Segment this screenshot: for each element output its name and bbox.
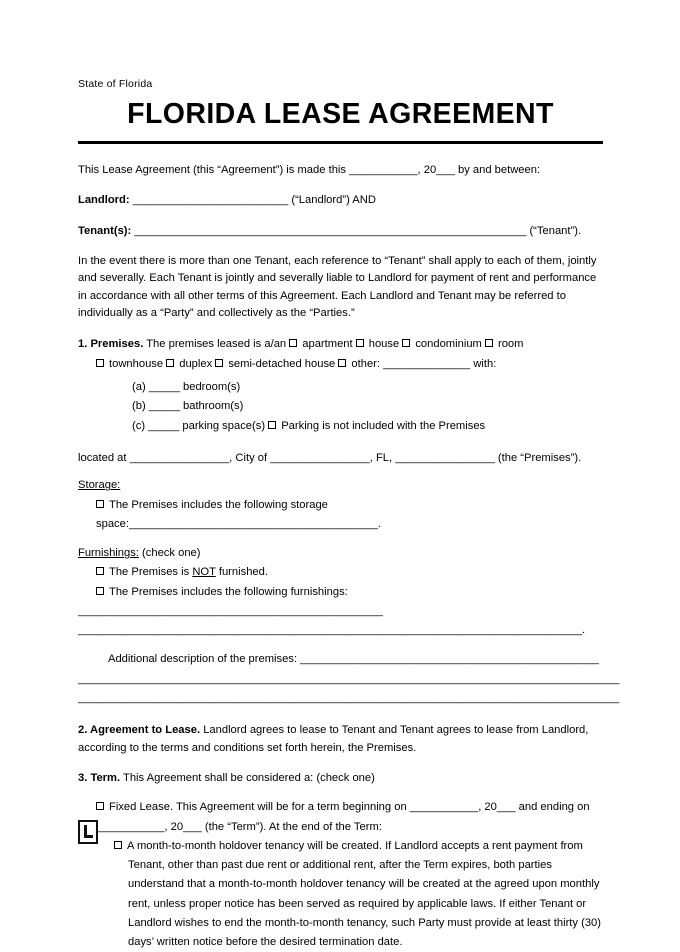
checkbox-icon[interactable]	[96, 567, 104, 575]
checkbox-icon[interactable]	[96, 802, 104, 810]
tenant-blank: _______________________________________________________________ (“Tenant”).	[134, 224, 582, 237]
checkbox-icon[interactable]	[268, 421, 276, 429]
landlord-label: Landlord:	[78, 194, 130, 207]
furnishings-blank-line-2: _________________________________________________________________________________.	[78, 624, 586, 637]
checkbox-icon[interactable]	[96, 359, 104, 367]
tenant-line	[78, 223, 603, 240]
premises-option-house[interactable]	[356, 338, 399, 350]
furnishings-label: Furnishings:	[78, 547, 139, 560]
landlord-blank: _________________________ (“Landlord”) AND	[132, 194, 376, 207]
storage-line-text: The Premises includes the following storage space:________________________________________.	[96, 498, 381, 530]
premises-located-at: located at ________________, City of ________________, FL, ________________ (the “Premises”).	[78, 451, 582, 464]
holdover-option[interactable]	[78, 837, 603, 952]
checkbox-icon[interactable]	[96, 587, 104, 595]
premises-item-bathrooms: (b) _____ bathroom(s)	[132, 400, 244, 413]
option-label-not: NOT	[192, 566, 216, 579]
option-label: other: ______________	[351, 357, 471, 370]
premises-item-bedrooms: (a) _____ bedroom(s)	[132, 381, 241, 394]
additional-description-blank-1: _______________________________________________________________________________________	[78, 672, 620, 685]
document-body	[78, 78, 620, 952]
intro-paragraph: This Lease Agreement (this “Agreement”) is made this ___________, 20___ by and between:	[78, 164, 541, 176]
checkbox-icon[interactable]	[114, 841, 122, 849]
fixed-lease-text-1: Fixed Lease. This Agreement will be for a term beginning on ___________, 20___ and ending on	[109, 801, 590, 814]
option-label: duplex	[179, 357, 213, 370]
premises-option-room[interactable]	[485, 338, 524, 350]
logo-foot	[84, 835, 93, 838]
checkbox-icon[interactable]	[485, 339, 493, 347]
option-label: semi-detached house	[228, 357, 336, 370]
premises-option-other[interactable]	[338, 358, 470, 370]
furnishings-option-includes[interactable]	[78, 583, 603, 602]
option-label: Parking is not included with the Premises	[281, 419, 486, 432]
section-1-premises	[78, 336, 603, 353]
option-label: apartment	[302, 337, 353, 350]
additional-description-blank-2: _______________________________________________________________________________________	[78, 691, 620, 704]
premises-option-duplex[interactable]	[166, 358, 212, 370]
checkbox-icon[interactable]	[356, 339, 364, 347]
option-label: townhouse	[109, 357, 164, 370]
option-label: house	[368, 337, 400, 350]
title-divider	[78, 141, 603, 144]
parking-not-included-option[interactable]	[268, 420, 485, 432]
premises-option-apartment[interactable]	[289, 338, 352, 350]
checkbox-icon[interactable]	[338, 359, 346, 367]
furnishings-note: (check one)	[142, 547, 201, 560]
furnishings-header	[78, 544, 603, 563]
furnishings-blank-line-1: _________________________________________________	[78, 604, 383, 617]
checkbox-icon[interactable]	[96, 500, 104, 508]
checkbox-icon[interactable]	[402, 339, 410, 347]
option-label-post: furnished.	[215, 566, 268, 579]
fixed-lease-option[interactable]	[78, 798, 603, 817]
option-label: room	[497, 337, 524, 350]
checkbox-icon[interactable]	[215, 359, 223, 367]
premises-options-tail: with:	[473, 357, 497, 370]
section-3-heading: 3. Term.	[78, 771, 121, 784]
additional-description-label: Additional description of the premises: ________________________________________________	[108, 653, 599, 666]
section-2-agreement-to-lease	[78, 722, 603, 757]
premises-options-row-2	[78, 355, 603, 374]
option-label: The Premises includes the following furnishings:	[109, 585, 348, 598]
section-2-body: Landlord agrees to lease to Tenant and Tenant agrees to lease from Landlord, according to the terms and conditions set forth herein, the Premises.	[78, 724, 589, 754]
holdover-text: A month-to-month holdover tenancy will be created. If Landlord accepts a rent payment from Tenant, other than past due rent or additional rent, after the Term expires, both parties understand that a month-to-month holdover tenancy will be created at the agreed upon monthly rent, unless proper notice has been served as required by applicable laws. If either Tenant or Landlord wishes to end the month-to-month tenancy, such Party must provide at least thirty (30) days’ written notice before the desired termination date.	[127, 839, 602, 949]
landlord-line	[78, 192, 603, 209]
section-2-heading: 2. Agreement to Lease.	[78, 724, 201, 737]
legal-templates-logo-icon	[78, 820, 98, 844]
storage-option	[78, 496, 603, 535]
furnishings-option-not-furnished[interactable]	[78, 563, 603, 582]
section-3-term	[78, 770, 603, 787]
state-line: State of Florida	[78, 78, 153, 90]
multiple-tenants-paragraph: In the event there is more than one Tenant, each reference to “Tenant” shall apply to each of them, jointly and severally. Each Tenant is jointly and severally liable to Landlord for payment of rent and performance in accordance with all other terms of this Agreement. Each Landlord and Tenant may be referred to individually as a “Party” and collectively as the “Parties.”	[78, 255, 597, 320]
parking-spaces-label: (c) _____ parking space(s)	[132, 419, 266, 432]
premises-option-condominium[interactable]	[402, 338, 482, 350]
tenant-label: Tenant(s):	[78, 224, 132, 237]
checkbox-icon[interactable]	[289, 339, 297, 347]
option-label: condominium	[415, 337, 482, 350]
option-label-pre: The Premises is	[109, 566, 193, 579]
premises-item-parking	[78, 417, 603, 436]
section-1-heading: 1. Premises.	[78, 337, 144, 350]
page-title: FLORIDA LEASE AGREEMENT	[127, 98, 554, 130]
section-1-lead: The premises leased is a/an	[146, 337, 287, 350]
premises-option-townhouse[interactable]	[96, 358, 163, 370]
fixed-lease-option-continued: ___________, 20___ (the “Term”). At the end of the Term:	[96, 820, 382, 833]
premises-option-semi-detached[interactable]	[215, 358, 335, 370]
section-3-body: This Agreement shall be considered a: (check one)	[122, 771, 375, 784]
checkbox-icon[interactable]	[166, 359, 174, 367]
storage-label: Storage:	[78, 479, 121, 492]
